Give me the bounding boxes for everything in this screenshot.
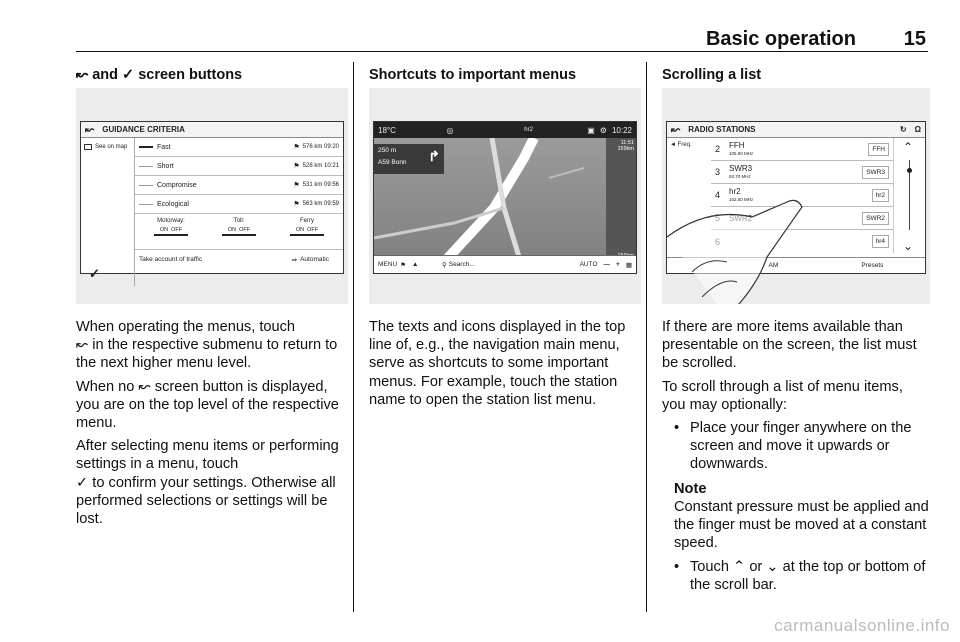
chevron-up-icon[interactable]: ⌃ [903, 140, 914, 154]
route-icon [139, 204, 153, 205]
traffic-row[interactable]: Take account of traffic ⇒ Automatic [139, 256, 329, 264]
settings-icon[interactable]: ⚙ [599, 125, 607, 135]
compass-icon[interactable]: ◎ [446, 125, 454, 135]
bullet-list [662, 419, 930, 474]
see-on-map-button[interactable]: See on map [81, 138, 134, 156]
nav-bottom-bar [374, 255, 636, 273]
watermark: carmanualsonline.info [774, 616, 950, 635]
paragraph: To scroll through a list of menu items, you may optionally: [662, 378, 903, 413]
flag-icon[interactable]: ⚑ [400, 261, 406, 269]
guidance-screen [80, 121, 344, 281]
sort-icon: ◄ [670, 142, 676, 148]
radio-stations-screenshot [662, 88, 930, 304]
preset-button[interactable]: hr2 [872, 189, 889, 202]
page-title: Basic operation [705, 28, 856, 50]
options-icon[interactable]: ▦ [625, 261, 632, 269]
screen-title-bar [81, 122, 343, 138]
eta-panel: 11:51 159km [606, 138, 636, 263]
chevron-down-icon[interactable]: ⌄ [903, 239, 914, 253]
station-shortcut[interactable]: hr2 [524, 127, 533, 133]
finger-drawing [667, 177, 817, 304]
route-row[interactable]: Short ⚑ 528 km 10:21 [135, 157, 343, 176]
route-row[interactable]: Compromise ⚑ 531 km 09:56 [135, 176, 343, 195]
check-icon[interactable]: ✓ [89, 266, 100, 281]
page-header [76, 28, 928, 52]
left-panel [81, 138, 135, 286]
message-icon[interactable]: ▣ [587, 125, 595, 135]
zoom-in-icon[interactable]: + [616, 261, 620, 268]
section-heading: ↜ and ✓ screen buttons [76, 67, 243, 83]
section-heading: Shortcuts to important menus [369, 67, 577, 83]
back-arrow-icon[interactable]: ↜ [85, 124, 95, 136]
freq-sort[interactable]: ◄ Freq. [670, 142, 692, 148]
check-icon: ✓ [122, 67, 135, 83]
preset-button[interactable]: SWR2 [862, 212, 889, 225]
screen-title-bar [667, 122, 925, 138]
back-arrow-icon: ↜ [138, 378, 151, 395]
clock-shortcut[interactable]: 10:22 [611, 125, 632, 135]
am-button[interactable]: AM [768, 262, 779, 269]
column-divider [646, 62, 647, 612]
flag-icon: ⚑ [293, 144, 300, 151]
check-icon: ✓ [76, 474, 89, 491]
turn-right-arrow-icon: ↱ [428, 148, 440, 164]
arrow-icon: ⇒ [291, 256, 298, 264]
screen-title: RADIO STATIONS [688, 125, 756, 134]
chevron-down-icon: ⌄ [766, 559, 779, 576]
search-icon: ⚲ [441, 261, 447, 269]
flag-icon: ⚑ [293, 163, 300, 170]
flag-icon: ⚑ [293, 182, 300, 189]
paragraph: If there are more items available than presentable on the screen, the list must be scrolled. [662, 319, 917, 372]
toggle-group [135, 214, 343, 250]
list-item: • Place your finger anywhere on the screen and move it upwards or downwards. [662, 419, 930, 474]
navigation-arrow-icon[interactable]: ▲ [411, 261, 419, 268]
radio-screen [666, 121, 926, 274]
section-heading: Scrolling a list [662, 67, 762, 83]
back-arrow-icon: ↜ [76, 67, 89, 83]
preset-button[interactable]: hr4 [872, 235, 889, 248]
route-selected-icon [139, 146, 153, 148]
route-list [135, 138, 343, 286]
paragraph: After selecting menu items or performing settings in a menu, touch ✓ to confirm your settings. Otherwise all performed selections or settings will be lost. [76, 438, 339, 528]
column-back-check-buttons [76, 66, 348, 533]
chevron-up-icon: ⌃ [733, 559, 746, 576]
list-item[interactable]: 3 SWR3 93.70 MHz SWR3 [711, 161, 893, 184]
bullet-list [662, 558, 930, 594]
flag-icon: ⚑ [293, 201, 300, 208]
search-field[interactable]: Search... [448, 261, 475, 268]
note-heading: Note [674, 480, 707, 497]
list-item: • Touch ⌃ or ⌄ at the top or bottom of the scroll bar. [662, 558, 930, 594]
ferry-toggle[interactable]: Ferry ON OFF [290, 218, 324, 245]
column-divider [353, 62, 354, 612]
shortcut-top-bar [374, 122, 636, 138]
scroll-thumb[interactable] [907, 168, 912, 173]
navigation-screen [373, 121, 637, 274]
menu-button[interactable]: MENU [378, 261, 398, 268]
preset-button[interactable]: SWR3 [862, 166, 889, 179]
page-number: 15 [903, 28, 926, 50]
note-body: Constant pressure must be applied and the finger must be moved at a constant speed. [674, 498, 929, 552]
column-scrolling [662, 66, 930, 601]
column-shortcuts [369, 66, 641, 414]
back-arrow-icon[interactable]: ↜ [671, 124, 681, 136]
temperature-shortcut[interactable]: 18°C [378, 125, 396, 135]
headphones-icon[interactable]: Ω [914, 125, 921, 134]
scroll-bar[interactable] [893, 138, 925, 253]
route-icon [139, 185, 153, 186]
toll-toggle[interactable]: Toll: ON OFF [222, 218, 256, 245]
screen-title: GUIDANCE CRITERIA [102, 125, 185, 134]
paragraph: When operating the menus, touch ↜ in the respective submenu to return to the next higher menu level. [76, 319, 338, 372]
paragraph: When no ↜ screen button is displayed, you are on the top level of the respective menu. [76, 378, 339, 432]
zoom-out-icon[interactable]: — [603, 261, 611, 268]
motorway-toggle[interactable]: Motorway: ON OFF [154, 218, 188, 245]
map-area[interactable] [374, 138, 636, 273]
list-item[interactable]: 4 hr2 102.50 MHz hr2 [711, 184, 893, 207]
back-arrow-icon: ↜ [76, 337, 89, 354]
guidance-criteria-screenshot [76, 88, 348, 304]
paragraph: The texts and icons displayed in the top line of, e.g., the navigation main menu, serve as shortcuts to some important menus. For example, touch the station name to open the station list menu. [369, 319, 626, 408]
route-row[interactable]: Ecological ⚑ 563 km 09:59 [135, 195, 343, 214]
map-icon [84, 144, 92, 150]
auto-zoom-button[interactable]: AUTO [579, 261, 598, 268]
turn-instruction-box: 250 m A59 Bonn ↱ [374, 144, 444, 174]
navigation-screenshot [369, 88, 641, 304]
refresh-icon[interactable]: ↻ [899, 125, 907, 134]
route-icon [139, 166, 153, 167]
route-row[interactable]: Fast ⚑ 576 km 09:20 [135, 138, 343, 157]
presets-button[interactable]: Presets [861, 262, 884, 269]
list-item[interactable]: 2 FFH 105.90 MHz FFH [711, 138, 893, 161]
preset-button[interactable]: FFH [868, 143, 889, 156]
